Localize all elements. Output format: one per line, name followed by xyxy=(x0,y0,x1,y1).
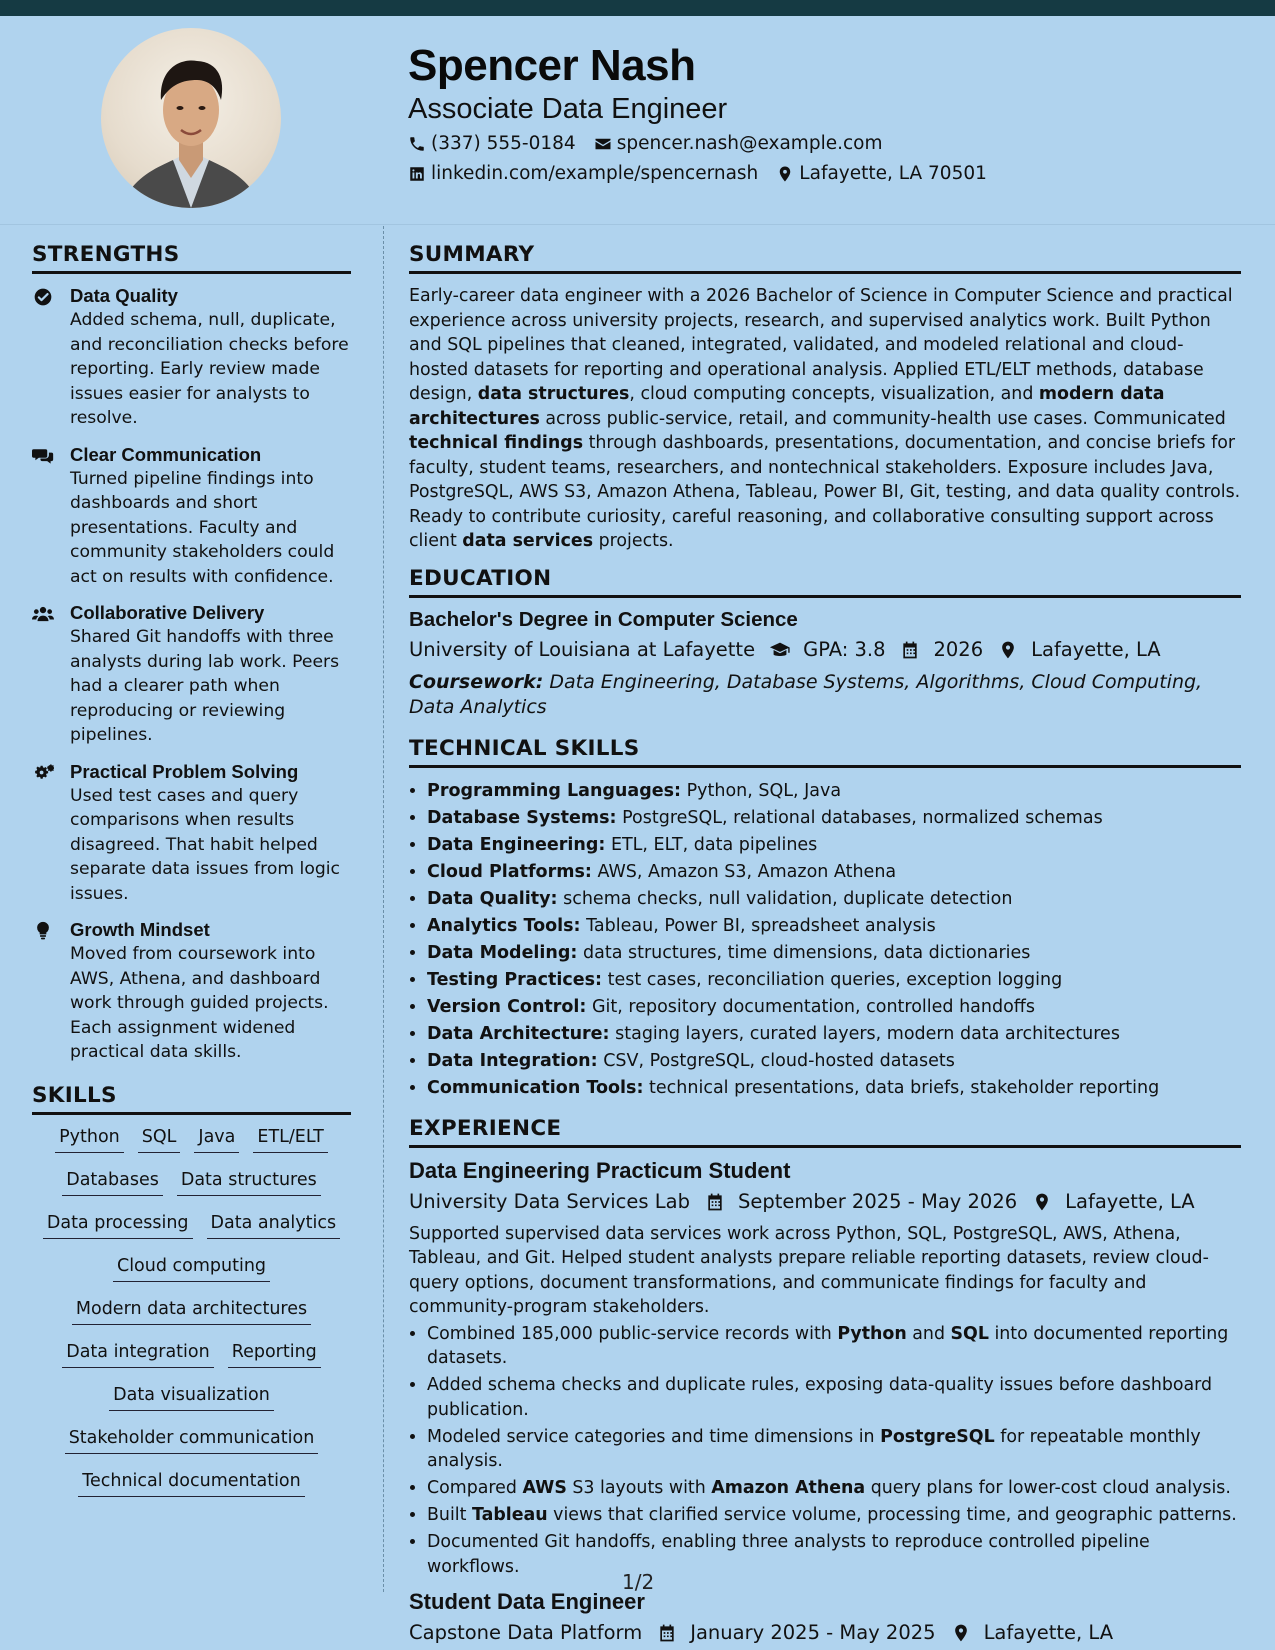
technical-skills-heading: TECHNICAL SKILLS xyxy=(409,734,1241,768)
strength-body xyxy=(70,284,351,431)
summary-text: Early-career data engineer with a 2026 Bachelor of Science in Computer Science and practical experience across university projects, research, and supervised analytics work. Built Python and SQL pipelines that cleaned, integrated, validated, and modeled relational and cloud-hosted datasets for reporting and operational analysis. Applied ETL/ELT methods, database design, data structures, cloud computing concepts, visualization, and modern data architectures across public-service, retail, and community-health use cases. Communicated technical findings through dashboards, presentations, documentation, and concise briefs for faculty, student teams, researchers, and nontechnical stakeholders. Exposure includes Java, PostgreSQL, AWS S3, Amazon Athena, Tableau, Power BI, Git, testing, and data quality controls. Ready to contribute curiosity, careful reasoning, and collaborative consulting support across client data services projects. xyxy=(409,286,1241,551)
summary-heading: SUMMARY xyxy=(409,240,1241,274)
technical-skills-list xyxy=(409,778,1241,1102)
job-org xyxy=(409,1619,642,1647)
education-meta xyxy=(409,636,1241,664)
skill-chip: SQL xyxy=(138,1125,181,1153)
skill-category: Programming Languages: xyxy=(427,780,682,801)
header-divider xyxy=(0,224,1275,225)
school-name: University of Louisiana at Lafayette xyxy=(409,637,756,661)
technical-skill-item xyxy=(427,994,1241,1021)
education-degree: Bachelor's Degree in Computer Science xyxy=(409,607,798,631)
skill-chip: Technical documentation xyxy=(78,1469,304,1497)
technical-skill-item xyxy=(427,859,1241,886)
left-column xyxy=(32,240,351,1512)
strength-title: Data Quality xyxy=(70,285,178,306)
skill-values: schema checks, null validation, duplicate detection xyxy=(563,888,1013,909)
bold-keyword: PostgreSQL xyxy=(880,1426,995,1447)
strength-item xyxy=(32,760,351,907)
skill-chip: Data analytics xyxy=(207,1211,341,1239)
skill-chip: ETL/ELT xyxy=(253,1125,327,1153)
profile-photo xyxy=(101,28,281,208)
skill-values: Python, SQL, Java xyxy=(686,780,842,801)
skill-chip: Modern data architectures xyxy=(72,1297,311,1325)
users-icon xyxy=(32,601,70,748)
job-meta xyxy=(409,1188,1241,1216)
linkedin-icon xyxy=(408,165,426,183)
phone-icon xyxy=(408,135,426,153)
strength-item xyxy=(32,918,351,1065)
skill-category: Analytics Tools: xyxy=(427,915,581,936)
job-dates xyxy=(704,1188,1017,1216)
skill-category: Cloud Platforms: xyxy=(427,861,592,882)
education-heading: EDUCATION xyxy=(409,564,1241,598)
linkedin-contact[interactable] xyxy=(408,162,758,186)
phone-contact[interactable] xyxy=(408,132,576,156)
skill-category: Testing Practices: xyxy=(427,969,602,990)
strength-text: Turned pipeline findings into dashboards and short presentations. Faculty and community stakeholders could act on results with confidence. xyxy=(70,468,335,587)
job-bullet: • Added schema checks and duplicate rules, exposing data-quality issues before dashboard publication. xyxy=(427,1373,1241,1422)
technical-skill-item xyxy=(427,805,1241,832)
skill-category: Version Control: xyxy=(427,996,587,1017)
job-bullet: • Combined 185,000 public-service records with Python and SQL into documented reporting datasets. xyxy=(427,1322,1241,1371)
skill-category: Database Systems: xyxy=(427,807,617,828)
job-org-text: University Data Services Lab xyxy=(409,1189,690,1213)
map-pin-icon xyxy=(950,1623,972,1643)
job-dates-text: January 2025 - May 2025 xyxy=(690,1621,936,1644)
skill-category: Communication Tools: xyxy=(427,1077,644,1098)
skill-chip-row xyxy=(32,1254,351,1282)
coursework-list: Data Engineering, Database Systems, Algorithms, Cloud Computing, Data Analytics xyxy=(409,670,1203,718)
skill-chip: Data processing xyxy=(43,1211,193,1239)
strength-title: Growth Mindset xyxy=(70,919,210,940)
skill-chip: Data visualization xyxy=(109,1383,274,1411)
bold-keyword: Tableau xyxy=(471,1505,548,1525)
strength-text: Added schema, null, duplicate, and reconciliation checks before reporting. Early review made issues easier for analysts to resolve. xyxy=(70,310,349,428)
calendar-icon xyxy=(899,640,921,660)
skill-chip-row xyxy=(32,1426,351,1454)
skill-chip-row xyxy=(32,1469,351,1497)
map-pin-icon xyxy=(997,640,1019,660)
strength-title: Collaborative Delivery xyxy=(70,602,265,623)
technical-skill-item xyxy=(427,832,1241,859)
check-circle-icon xyxy=(32,284,70,431)
bold-keyword: technical findings xyxy=(409,433,584,453)
skill-chip-row xyxy=(32,1340,351,1368)
job-description: Supported supervised data services work across Python, SQL, PostgreSQL, AWS, Athena, Tableau, and Git. Helped student analysts prepare reliable reporting datasets, review cloud-query options, document transformations, and communicate findings for faculty and community-program stakeholders. xyxy=(409,1223,1209,1317)
gears-icon xyxy=(32,760,70,907)
technical-skill-item xyxy=(427,913,1241,940)
skill-category: Data Quality: xyxy=(427,888,558,909)
job-dates xyxy=(656,1619,935,1647)
skill-values: technical presentations, data briefs, stakeholder reporting xyxy=(649,1077,1160,1098)
comments-icon xyxy=(32,443,70,590)
contact-row-2 xyxy=(408,162,1228,186)
skill-values: data structures, time dimensions, data dictionaries xyxy=(583,942,1031,963)
skill-chip-row xyxy=(32,1297,351,1325)
skill-chip-row xyxy=(32,1383,351,1411)
job-dates-text: September 2025 - May 2026 xyxy=(737,1189,1018,1213)
skill-category: Data Modeling: xyxy=(427,942,578,963)
job-title: Data Engineering Practicum Student xyxy=(409,1157,791,1183)
strength-body xyxy=(70,601,351,748)
technical-skill-item xyxy=(427,967,1241,994)
phone-text: (337) 555-0184 xyxy=(431,133,576,154)
technical-skill-item xyxy=(427,1048,1241,1075)
education-location xyxy=(997,636,1161,664)
skill-chip-row xyxy=(32,1168,351,1196)
calendar-icon xyxy=(656,1623,678,1643)
skill-chip: Cloud computing xyxy=(113,1254,270,1282)
map-pin-icon xyxy=(1031,1192,1053,1212)
top-bar xyxy=(0,0,1275,16)
skill-chip: Java xyxy=(194,1125,239,1153)
skill-values: Git, repository documentation, controlled handoffs xyxy=(592,996,1035,1017)
strength-item xyxy=(32,443,351,590)
map-pin-icon xyxy=(776,165,794,183)
coursework-label: Coursework: xyxy=(409,670,544,693)
skill-values: staging layers, curated layers, modern data architectures xyxy=(615,1023,1120,1044)
graduation-cap-icon xyxy=(769,640,791,660)
skill-chip-row xyxy=(32,1211,351,1239)
bold-keyword: data services xyxy=(462,531,594,551)
job-org xyxy=(409,1188,690,1216)
technical-skill-item xyxy=(427,1075,1241,1102)
email-contact[interactable] xyxy=(594,132,883,156)
email-text: spencer.nash@example.com xyxy=(616,133,883,154)
experience-heading: EXPERIENCE xyxy=(409,1114,1241,1148)
job-bullet: • Modeled service categories and time dimensions in PostgreSQL for repeatable monthly analysis. xyxy=(427,1425,1241,1474)
strength-text: Moved from coursework into AWS, Athena, and dashboard work through guided projects. Each assignment widened practical data skills. xyxy=(70,944,329,1062)
bold-keyword: data structures xyxy=(477,384,630,404)
contact-row-1 xyxy=(408,132,1228,156)
bold-keyword: SQL xyxy=(950,1323,989,1344)
job-bullets xyxy=(409,1322,1241,1580)
job-bullet: • Documented Git handoffs, enabling three analysts to reproduce controlled pipeline workflows. xyxy=(427,1530,1241,1579)
skill-chip: Data structures xyxy=(177,1168,321,1196)
bold-keyword: Amazon Athena xyxy=(711,1478,866,1498)
strength-text: Shared Git handoffs with three analysts during lab work. Peers had a clearer path when reproducing or reviewing pipelines. xyxy=(70,627,340,745)
skill-values: test cases, reconciliation queries, exception logging xyxy=(607,969,1063,990)
job-location xyxy=(950,1619,1114,1647)
location-contact xyxy=(776,162,987,186)
calendar-icon xyxy=(704,1192,726,1212)
page-number: 1/2 xyxy=(622,1570,655,1594)
skill-values: Tableau, Power BI, spreadsheet analysis xyxy=(586,915,936,936)
coursework xyxy=(409,670,1241,720)
job-entry xyxy=(409,1587,1241,1647)
gpa-text: GPA: 3.8 xyxy=(803,637,886,661)
strength-body xyxy=(70,443,351,590)
job-org-text: Capstone Data Platform xyxy=(409,1621,643,1644)
strength-body xyxy=(70,760,351,907)
skill-category: Data Architecture: xyxy=(427,1023,610,1044)
candidate-title: Associate Data Engineer xyxy=(408,93,728,125)
job-bullet: • Built Tableau views that clarified service volume, processing time, and geographic patterns. xyxy=(427,1503,1241,1528)
skills-chips xyxy=(32,1125,351,1497)
skill-values: PostgreSQL, relational databases, normalized schemas xyxy=(622,807,1103,828)
location-text: Lafayette, LA 70501 xyxy=(799,163,987,184)
year-text: 2026 xyxy=(933,637,984,661)
technical-skill-item xyxy=(427,940,1241,967)
bold-keyword: Python xyxy=(837,1323,907,1344)
strengths-heading: STRENGTHS xyxy=(32,240,351,274)
strength-item xyxy=(32,284,351,431)
strength-title: Practical Problem Solving xyxy=(70,760,299,782)
right-column xyxy=(409,240,1241,1647)
job-meta xyxy=(409,1619,1241,1647)
skill-values: CSV, PostgreSQL, cloud-hosted datasets xyxy=(603,1050,955,1071)
technical-skill-item xyxy=(427,1021,1241,1048)
column-divider xyxy=(383,226,384,1592)
edu-location-text: Lafayette, LA xyxy=(1031,637,1161,661)
linkedin-text: linkedin.com/example/spencernash xyxy=(431,163,759,184)
education-gpa xyxy=(769,636,885,664)
skill-chip: Data integration xyxy=(62,1340,213,1368)
bold-keyword: modern data architectures xyxy=(409,384,1165,429)
skills-heading: SKILLS xyxy=(32,1081,351,1115)
strength-text: Used test cases and query comparisons when results disagreed. That habit helped separate data issues from logic issues. xyxy=(70,785,340,904)
skill-chip: Databases xyxy=(62,1168,163,1196)
job-entry xyxy=(409,1156,1241,1580)
lightbulb-icon xyxy=(32,918,70,1065)
resume-header xyxy=(408,40,1228,186)
envelope-icon xyxy=(594,135,612,153)
strength-title: Clear Communication xyxy=(70,443,262,465)
skill-category: Data Engineering: xyxy=(427,834,606,855)
skill-category: Data Integration: xyxy=(427,1050,598,1071)
education-school xyxy=(409,636,755,664)
strength-body xyxy=(70,918,351,1065)
strengths-list xyxy=(32,284,351,1065)
skill-chip: Stakeholder communication xyxy=(65,1426,319,1454)
education-year xyxy=(899,636,983,664)
job-bullet: • Compared AWS S3 layouts with Amazon Athena query plans for lower-cost cloud analysis. xyxy=(427,1476,1241,1501)
skill-chip: Python xyxy=(55,1125,124,1153)
skill-chip-row xyxy=(32,1125,351,1153)
candidate-name: Spencer Nash xyxy=(408,41,696,90)
job-location-text: Lafayette, LA xyxy=(983,1621,1114,1644)
skill-values: AWS, Amazon S3, Amazon Athena xyxy=(597,861,897,882)
skill-values: ETL, ELT, data pipelines xyxy=(610,834,818,855)
job-location xyxy=(1031,1188,1195,1216)
technical-skill-item xyxy=(427,886,1241,913)
strength-item xyxy=(32,601,351,748)
job-title: Student Data Engineer xyxy=(409,1589,645,1614)
technical-skill-item xyxy=(427,778,1241,805)
bold-keyword: AWS xyxy=(522,1478,567,1498)
skill-chip: Reporting xyxy=(228,1340,321,1368)
job-location-text: Lafayette, LA xyxy=(1065,1189,1195,1213)
